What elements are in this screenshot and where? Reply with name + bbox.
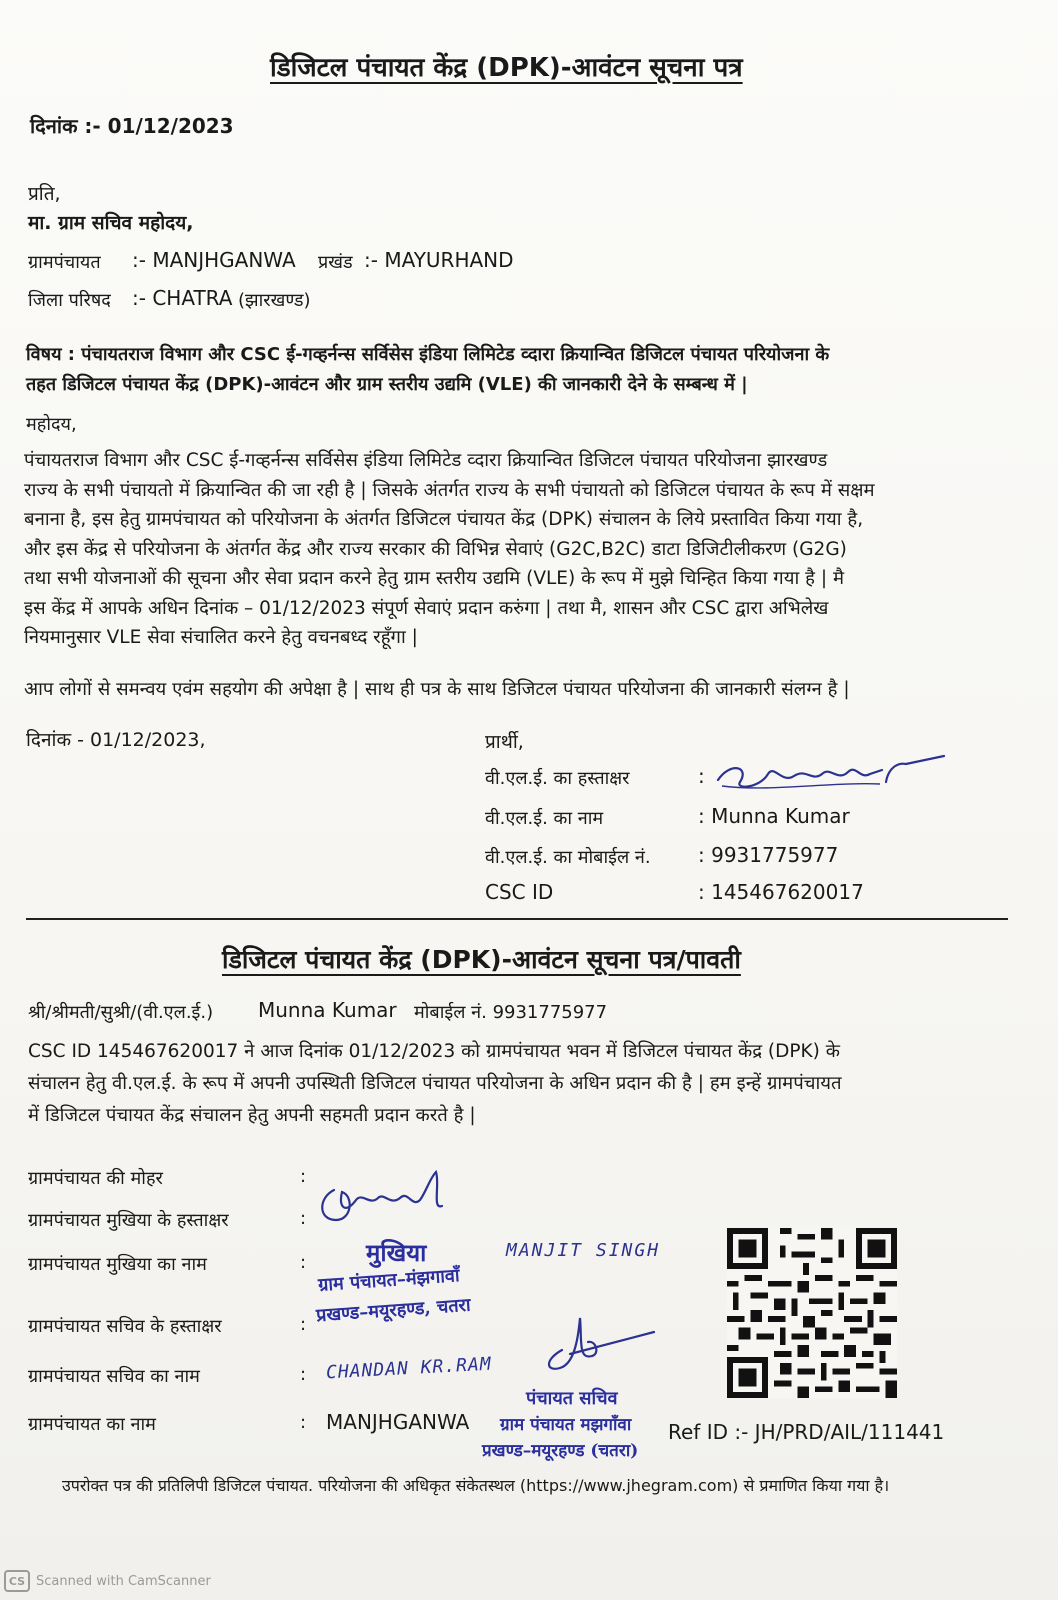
gp-name-value: MANJHGANWA (326, 1410, 470, 1434)
receipt-paragraph (28, 1036, 842, 1132)
gp-value: :- MANJHGANWA (132, 248, 296, 272)
vle-sign-colon: : (698, 764, 705, 788)
vle-name-value: : Munna Kumar (698, 804, 850, 828)
prati-label: प्रति, (28, 183, 61, 205)
prarthi-label: प्रार्थी, (485, 731, 524, 753)
vle-mobile-label: वी.एल.ई. का मोबाईल नं. (485, 847, 651, 868)
state-value: (झारखण्ड) (238, 290, 311, 311)
secretary-sign-colon: : (300, 1314, 307, 1335)
section-divider (26, 918, 1008, 920)
body-line: बनाना है, इस हेतु ग्रामपंचायत को परियोजना के अंतर्गत डिजिटल पंचायत केंद्र (DPK) संचालन के लिये प्रस्तावित किया गया है, (24, 509, 864, 530)
mukhiya-handwritten-name: MANJIT SINGH (506, 1240, 661, 1261)
gp-name-colon: : (300, 1412, 307, 1433)
receipt-line: संचालन हेतु वी.एल.ई. के रूप में अपनी उपस्थिती डिजिटल पंचायत परियोजना के अधिन प्रदान की है | हम इन्हें ग्रामपंचायत (28, 1073, 842, 1094)
receipt-title: डिजिटल पंचायत केंद्र (DPK)-आवंटन सूचना पत्र/पावती (222, 945, 741, 974)
secretary-name-colon: : (300, 1364, 307, 1385)
body-line: पंचायतराज विभाग और CSC ई-गव्हर्नन्स सर्विसेस इंडिया लिमिटेड व्दारा क्रियान्वित डिजिटल पंचायत परियोजना झारखण्ड (24, 450, 828, 471)
block-value: :- MAYURHAND (364, 248, 514, 272)
receipt-vle-name: Munna Kumar (258, 998, 397, 1022)
vle-signature-icon (710, 752, 950, 798)
mukhiya-stamp-block: प्रखण्ड–मयूरहण्ड, चतरा (315, 1294, 472, 1327)
csc-id-value: : 145467620017 (698, 880, 864, 904)
gp-seal-colon: : (300, 1166, 307, 1187)
body-line: और इस केंद्र से परियोजना के अंतर्गत केंद्र और राज्य सरकार की विभिन्न सेवाएं (G2C,B2C) डाटा डिजिटीलीकरण (G2G) (24, 538, 847, 560)
block-label: प्रखंड (318, 252, 353, 273)
letter-date: दिनांक :- 01/12/2023 (30, 114, 234, 138)
addressee: मा. ग्राम सचिव महोदय, (28, 212, 194, 234)
body-line: नियमानुसार VLE सेवा संचालित करने हेतु वचनबध्द रहूँगा | (24, 627, 418, 648)
gp-seal-label: ग्रामपंचायत की मोहर (28, 1168, 163, 1189)
scanner-badge-text: Scanned with CamScanner (36, 1573, 211, 1589)
mukhiya-name-label: ग्रामपंचायत मुखिया का नाम (28, 1254, 207, 1275)
gp-name-label: ग्रामपंचायत का नाम (28, 1414, 156, 1435)
receipt-line: में डिजिटल पंचायत केंद्र संचालन हेतु अपनी सहमती प्रदान करते है | (28, 1105, 476, 1126)
mukhiya-stamp-title: मुखिया (366, 1238, 427, 1267)
mukhiya-sign-colon: : (300, 1208, 307, 1229)
body-line: राज्य के सभी पंचायतो में क्रियान्वित की जा रही है | जिसके अंतर्गत राज्य के सभी पंचायतो को डिजिटल पंचायत के रूप में सक्षम (24, 479, 875, 501)
qr-code-icon (727, 1228, 897, 1398)
mukhiya-name-colon: : (300, 1252, 307, 1273)
scanner-badge (4, 1568, 211, 1594)
district-value: :- CHATRA (132, 286, 233, 310)
secretary-sign-label: ग्रामपंचायत सचिव के हस्ताक्षर (28, 1316, 222, 1337)
district-label: जिला परिषद (28, 290, 111, 311)
secretary-stamp-title: पंचायत सचिव (526, 1388, 618, 1409)
receipt-line: CSC ID 145467620017 ने आज दिनांक 01/12/2023 को ग्रामपंचायत भवन में डिजिटल पंचायत केंद्र (DPK) के (28, 1041, 840, 1062)
footer-note: उपरोक्त पत्र की प्रतिलिपी डिजिटल पंचायत. परियोजना की अधिकृत संकेतस्थल (https://www.jhegram.com) से प्रमाणित किया गया है। (62, 1476, 890, 1495)
subject-line-2: तहत डिजिटल पंचायत केंद्र (DPK)-आवंटन और ग्राम स्तरीय उद्यमि (VLE) की जानकारी देने के सम्बन्ध में | (26, 374, 748, 395)
camscanner-logo-icon: CS (4, 1570, 30, 1592)
secretary-stamp-block: प्रखण्ड–मयूरहण्ड (चतरा) (482, 1441, 639, 1461)
body-paragraph (24, 446, 875, 653)
page-title: डिजिटल पंचायत केंद्र (DPK)-आवंटन सूचना पत्र (270, 53, 743, 83)
receipt-prefix: श्री/श्रीमती/सुश्री/(वी.एल.ई.) (28, 1002, 214, 1023)
body-closing: आप लोगों से समन्वय एवंम सहयोग की अपेक्षा है | साथ ही पत्र के साथ डिजिटल पंचायत परियोजना की जानकारी संलग्न है | (24, 679, 850, 700)
secretary-signature-icon (540, 1310, 660, 1374)
mukhiya-sign-label: ग्रामपंचायत मुखिया के हस्ताक्षर (28, 1210, 229, 1231)
ref-id: Ref ID :- JH/PRD/AIL/111441 (668, 1420, 945, 1444)
vle-name-label: वी.एल.ई. का नाम (485, 808, 604, 829)
vle-mobile-value: : 9931775977 (698, 843, 839, 867)
subject-line-1: विषय : पंचायतराज विभाग और CSC ई-गव्हर्नन्स सर्विसेस इंडिया लिमिटेड व्दारा क्रियान्वित डिजिटल पंचायत परियोजना के (26, 344, 830, 365)
body-line: इस केंद्र में आपके अधिन दिनांक – 01/12/2023 संपूर्ण सेवाएं प्रदान करुंगा | तथा मै, शासन और CSC द्वारा अभिलेख (24, 597, 829, 619)
secretary-name-label: ग्रामपंचायत सचिव का नाम (28, 1366, 200, 1387)
csc-id-label: CSC ID (485, 880, 554, 904)
mukhiya-stamp-gp: ग्राम पंचायत–मंझगावाँ (317, 1265, 461, 1296)
receipt-vle-mobile: मोबाईल नं. 9931775977 (414, 1002, 608, 1023)
sign-date: दिनांक - 01/12/2023, (26, 729, 206, 751)
mukhiya-signature-icon (312, 1170, 452, 1228)
secretary-handwritten-name: CHANDAN KR.RAM (325, 1353, 493, 1384)
gp-label: ग्रामपंचायत (28, 252, 101, 273)
vle-sign-label: वी.एल.ई. का हस्ताक्षर (485, 768, 630, 789)
salutation: महोदय, (26, 414, 77, 435)
body-line: तथा सभी योजनाओं की सूचना और सेवा प्रदान करने हेतु ग्राम स्तरीय उद्यमि (VLE) के रूप में मुझे चिन्हित किया गया है | मै (24, 568, 845, 589)
secretary-stamp-gp: ग्राम पंचायत मझगाँवा (500, 1415, 632, 1435)
